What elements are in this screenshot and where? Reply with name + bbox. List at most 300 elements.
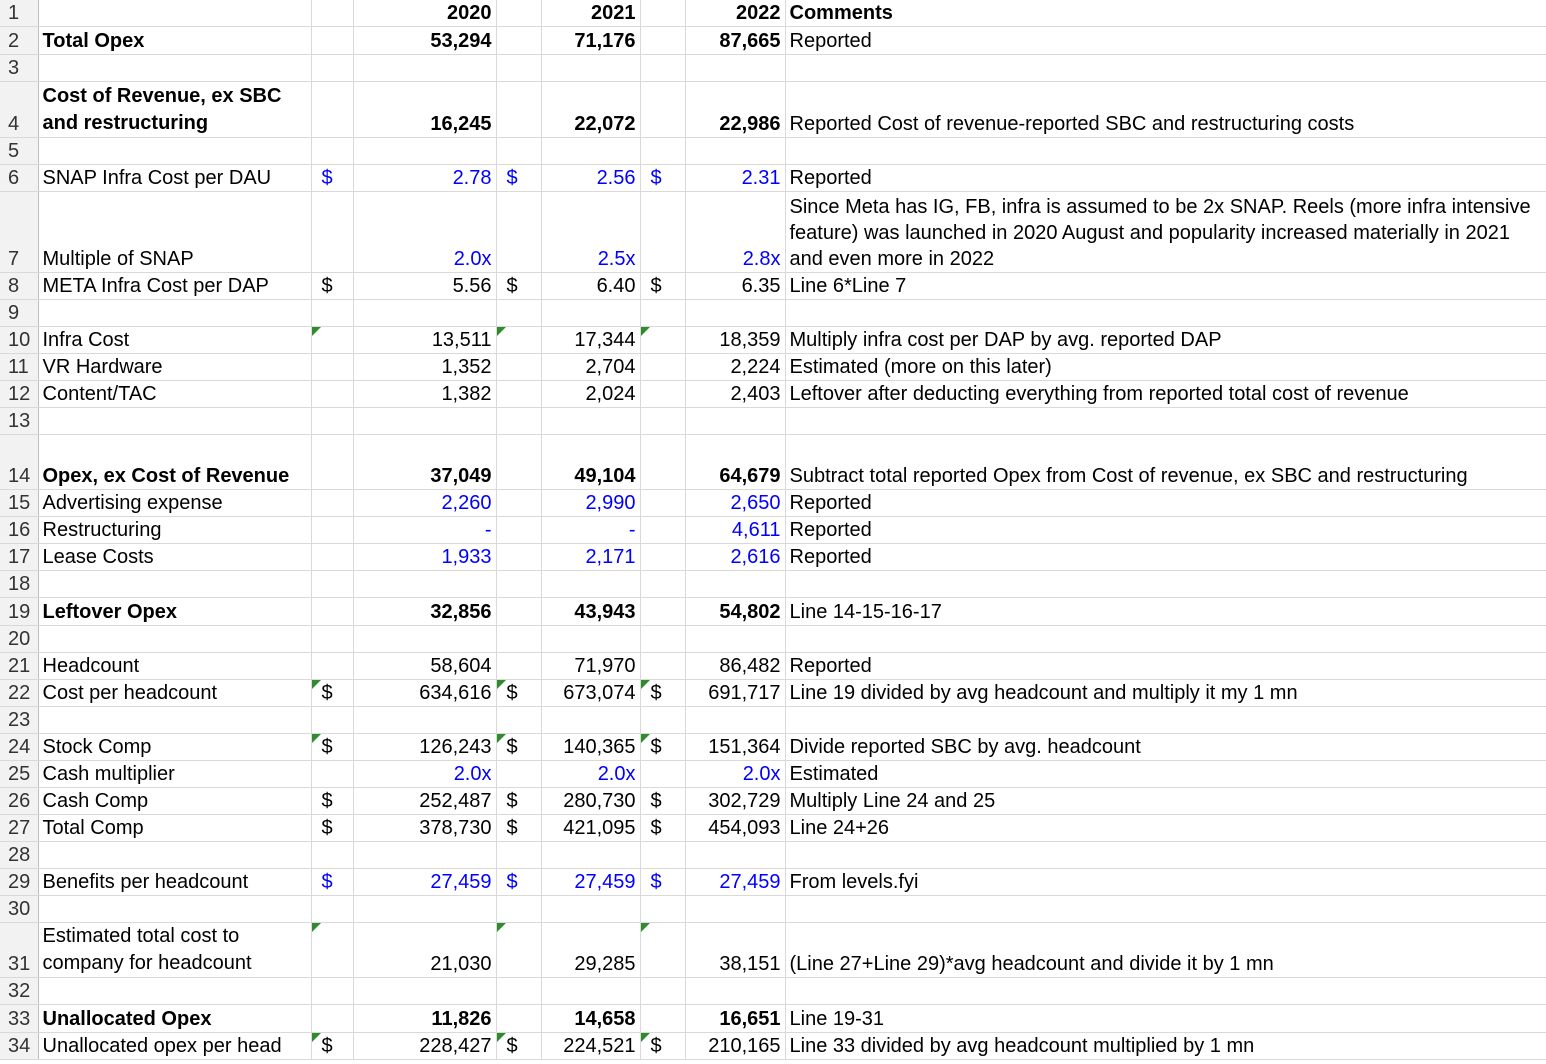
row-label-cell[interactable] — [38, 300, 311, 327]
currency-cell[interactable] — [496, 626, 541, 653]
value-cell-2022[interactable] — [685, 707, 785, 734]
value-cell-2022[interactable] — [685, 408, 785, 435]
value-cell-2022[interactable]: 2.31 — [685, 165, 785, 192]
row-label-cell[interactable] — [38, 626, 311, 653]
value-cell-2020[interactable]: 2020 — [353, 0, 496, 27]
row-number[interactable]: 30 — [0, 896, 38, 923]
comment-cell[interactable]: Reported — [785, 517, 1546, 544]
currency-cell[interactable] — [496, 0, 541, 27]
currency-cell[interactable] — [311, 626, 353, 653]
value-cell-2022[interactable]: 18,359 — [685, 327, 785, 354]
currency-cell[interactable]: $ — [496, 273, 541, 300]
value-cell-2021[interactable]: 71,176 — [541, 27, 640, 55]
row-label-cell[interactable]: Leftover Opex — [38, 598, 311, 626]
row-number[interactable]: 4 — [0, 82, 38, 138]
comment-cell[interactable] — [785, 55, 1546, 82]
comment-cell[interactable]: Since Meta has IG, FB, infra is assumed to be 2x SNAP. Reels (more infra intensive feature) was launched in 2020 August and popularity increased materially in 2021 and even more in 2022 — [785, 192, 1546, 273]
row-label-cell[interactable]: Headcount — [38, 653, 311, 680]
currency-cell[interactable] — [311, 598, 353, 626]
row-number[interactable]: 29 — [0, 869, 38, 896]
currency-cell[interactable] — [311, 27, 353, 55]
comment-cell[interactable] — [785, 978, 1546, 1005]
value-cell-2021[interactable]: 71,970 — [541, 653, 640, 680]
row-label-cell[interactable]: VR Hardware — [38, 354, 311, 381]
row-number[interactable]: 3 — [0, 55, 38, 82]
row-label-cell[interactable] — [38, 842, 311, 869]
comment-cell[interactable]: Estimated — [785, 761, 1546, 788]
currency-cell[interactable]: $ — [640, 869, 685, 896]
value-cell-2022[interactable]: 151,364 — [685, 734, 785, 761]
value-cell-2022[interactable]: 22,986 — [685, 82, 785, 138]
currency-cell[interactable] — [640, 707, 685, 734]
currency-cell[interactable] — [640, 27, 685, 55]
row-number[interactable]: 22 — [0, 680, 38, 707]
comment-cell[interactable]: Reported — [785, 544, 1546, 571]
currency-cell[interactable]: $ — [311, 734, 353, 761]
value-cell-2022[interactable]: 64,679 — [685, 435, 785, 490]
value-cell-2021[interactable]: 280,730 — [541, 788, 640, 815]
currency-cell[interactable] — [311, 761, 353, 788]
currency-cell[interactable] — [496, 354, 541, 381]
comment-cell[interactable] — [785, 842, 1546, 869]
currency-cell[interactable] — [640, 598, 685, 626]
currency-cell[interactable] — [311, 517, 353, 544]
value-cell-2021[interactable]: 2,990 — [541, 490, 640, 517]
value-cell-2020[interactable]: 228,427 — [353, 1033, 496, 1060]
row-number[interactable]: 15 — [0, 490, 38, 517]
value-cell-2022[interactable] — [685, 300, 785, 327]
value-cell-2021[interactable]: 2,024 — [541, 381, 640, 408]
value-cell-2021[interactable]: 22,072 — [541, 82, 640, 138]
value-cell-2020[interactable]: 37,049 — [353, 435, 496, 490]
value-cell-2022[interactable]: 454,093 — [685, 815, 785, 842]
value-cell-2020[interactable]: 27,459 — [353, 869, 496, 896]
currency-cell[interactable] — [311, 707, 353, 734]
value-cell-2022[interactable]: 38,151 — [685, 923, 785, 978]
value-cell-2020[interactable] — [353, 55, 496, 82]
currency-cell[interactable] — [640, 544, 685, 571]
currency-cell[interactable]: $ — [640, 734, 685, 761]
currency-cell[interactable]: $ — [640, 680, 685, 707]
value-cell-2020[interactable]: 2,260 — [353, 490, 496, 517]
comment-cell[interactable]: Line 33 divided by avg headcount multiplied by 1 mn — [785, 1033, 1546, 1060]
value-cell-2020[interactable]: 58,604 — [353, 653, 496, 680]
row-number[interactable]: 8 — [0, 273, 38, 300]
currency-cell[interactable] — [311, 408, 353, 435]
value-cell-2021[interactable]: 421,095 — [541, 815, 640, 842]
currency-cell[interactable] — [311, 842, 353, 869]
currency-cell[interactable] — [496, 544, 541, 571]
comment-cell[interactable]: Line 19-31 — [785, 1005, 1546, 1033]
currency-cell[interactable] — [496, 300, 541, 327]
currency-cell[interactable]: $ — [640, 815, 685, 842]
value-cell-2020[interactable]: 16,245 — [353, 82, 496, 138]
row-label-cell[interactable] — [38, 978, 311, 1005]
value-cell-2021[interactable]: 6.40 — [541, 273, 640, 300]
value-cell-2021[interactable]: 17,344 — [541, 327, 640, 354]
row-number[interactable]: 6 — [0, 165, 38, 192]
row-label-cell[interactable] — [38, 571, 311, 598]
value-cell-2022[interactable]: 2,650 — [685, 490, 785, 517]
row-label-cell[interactable]: Total Opex — [38, 27, 311, 55]
currency-cell[interactable] — [640, 761, 685, 788]
currency-cell[interactable] — [640, 978, 685, 1005]
value-cell-2021[interactable]: 2.56 — [541, 165, 640, 192]
value-cell-2020[interactable]: 5.56 — [353, 273, 496, 300]
row-label-cell[interactable] — [38, 408, 311, 435]
value-cell-2020[interactable] — [353, 896, 496, 923]
row-label-cell[interactable]: Unallocated Opex — [38, 1005, 311, 1033]
value-cell-2022[interactable]: 2,616 — [685, 544, 785, 571]
value-cell-2020[interactable] — [353, 571, 496, 598]
currency-cell[interactable]: $ — [496, 680, 541, 707]
row-number[interactable]: 16 — [0, 517, 38, 544]
value-cell-2022[interactable] — [685, 626, 785, 653]
row-label-cell[interactable]: Cash multiplier — [38, 761, 311, 788]
value-cell-2020[interactable] — [353, 978, 496, 1005]
currency-cell[interactable] — [640, 571, 685, 598]
currency-cell[interactable]: $ — [496, 788, 541, 815]
comment-cell[interactable] — [785, 571, 1546, 598]
value-cell-2020[interactable]: 2.78 — [353, 165, 496, 192]
comment-cell[interactable]: Leftover after deducting everything from reported total cost of revenue — [785, 381, 1546, 408]
currency-cell[interactable] — [640, 327, 685, 354]
comment-cell[interactable]: Estimated (more on this later) — [785, 354, 1546, 381]
comment-cell[interactable] — [785, 896, 1546, 923]
value-cell-2021[interactable] — [541, 626, 640, 653]
currency-cell[interactable]: $ — [496, 165, 541, 192]
row-number[interactable]: 31 — [0, 923, 38, 978]
value-cell-2021[interactable]: 224,521 — [541, 1033, 640, 1060]
value-cell-2020[interactable]: 53,294 — [353, 27, 496, 55]
value-cell-2022[interactable]: 2.0x — [685, 761, 785, 788]
row-label-cell[interactable]: Restructuring — [38, 517, 311, 544]
currency-cell[interactable] — [311, 653, 353, 680]
row-number[interactable]: 26 — [0, 788, 38, 815]
comment-cell[interactable] — [785, 707, 1546, 734]
value-cell-2020[interactable] — [353, 842, 496, 869]
row-label-cell[interactable]: Unallocated opex per head — [38, 1033, 311, 1060]
currency-cell[interactable] — [640, 653, 685, 680]
row-label-cell[interactable]: Estimated total cost to company for headcount — [38, 923, 311, 978]
comment-cell[interactable] — [785, 300, 1546, 327]
currency-cell[interactable]: $ — [311, 165, 353, 192]
value-cell-2020[interactable]: 378,730 — [353, 815, 496, 842]
value-cell-2021[interactable]: 2.5x — [541, 192, 640, 273]
currency-cell[interactable] — [496, 27, 541, 55]
value-cell-2022[interactable]: 27,459 — [685, 869, 785, 896]
value-cell-2022[interactable]: 2,224 — [685, 354, 785, 381]
currency-cell[interactable] — [496, 517, 541, 544]
currency-cell[interactable] — [496, 408, 541, 435]
value-cell-2021[interactable] — [541, 842, 640, 869]
value-cell-2021[interactable]: 2,704 — [541, 354, 640, 381]
row-number[interactable]: 7 — [0, 192, 38, 273]
row-number[interactable]: 5 — [0, 138, 38, 165]
row-number[interactable]: 17 — [0, 544, 38, 571]
comment-cell[interactable] — [785, 408, 1546, 435]
value-cell-2021[interactable]: 140,365 — [541, 734, 640, 761]
row-number[interactable]: 1 — [0, 0, 38, 27]
currency-cell[interactable] — [311, 82, 353, 138]
row-number[interactable]: 24 — [0, 734, 38, 761]
currency-cell[interactable]: $ — [496, 869, 541, 896]
currency-cell[interactable] — [311, 571, 353, 598]
row-number[interactable]: 19 — [0, 598, 38, 626]
row-label-cell[interactable]: META Infra Cost per DAP — [38, 273, 311, 300]
value-cell-2020[interactable]: 126,243 — [353, 734, 496, 761]
value-cell-2020[interactable] — [353, 300, 496, 327]
value-cell-2021[interactable]: 43,943 — [541, 598, 640, 626]
currency-cell[interactable] — [311, 978, 353, 1005]
value-cell-2022[interactable]: 54,802 — [685, 598, 785, 626]
currency-cell[interactable] — [640, 354, 685, 381]
row-label-cell[interactable] — [38, 0, 311, 27]
value-cell-2022[interactable] — [685, 138, 785, 165]
currency-cell[interactable] — [496, 761, 541, 788]
currency-cell[interactable] — [311, 138, 353, 165]
currency-cell[interactable] — [640, 842, 685, 869]
currency-cell[interactable] — [311, 896, 353, 923]
currency-cell[interactable] — [311, 1005, 353, 1033]
comment-cell[interactable]: (Line 27+Line 29)*avg headcount and divide it by 1 mn — [785, 923, 1546, 978]
currency-cell[interactable]: $ — [496, 734, 541, 761]
currency-cell[interactable] — [311, 381, 353, 408]
currency-cell[interactable]: $ — [311, 1033, 353, 1060]
currency-cell[interactable] — [496, 82, 541, 138]
row-label-cell[interactable]: Cost per headcount — [38, 680, 311, 707]
row-number[interactable]: 14 — [0, 435, 38, 490]
row-number[interactable]: 25 — [0, 761, 38, 788]
value-cell-2020[interactable]: 1,382 — [353, 381, 496, 408]
currency-cell[interactable] — [640, 192, 685, 273]
comment-cell[interactable] — [785, 138, 1546, 165]
currency-cell[interactable] — [311, 923, 353, 978]
comment-cell[interactable]: Line 24+26 — [785, 815, 1546, 842]
value-cell-2020[interactable]: 1,933 — [353, 544, 496, 571]
currency-cell[interactable] — [640, 138, 685, 165]
value-cell-2021[interactable] — [541, 896, 640, 923]
comment-cell[interactable] — [785, 626, 1546, 653]
value-cell-2021[interactable]: 14,658 — [541, 1005, 640, 1033]
row-number[interactable]: 33 — [0, 1005, 38, 1033]
comment-cell[interactable]: Multiply Line 24 and 25 — [785, 788, 1546, 815]
row-label-cell[interactable]: Cash Comp — [38, 788, 311, 815]
value-cell-2021[interactable] — [541, 408, 640, 435]
comment-cell[interactable]: From levels.fyi — [785, 869, 1546, 896]
value-cell-2022[interactable]: 2022 — [685, 0, 785, 27]
row-number[interactable]: 34 — [0, 1033, 38, 1060]
currency-cell[interactable] — [496, 923, 541, 978]
value-cell-2020[interactable]: 252,487 — [353, 788, 496, 815]
currency-cell[interactable] — [496, 1005, 541, 1033]
row-label-cell[interactable]: Stock Comp — [38, 734, 311, 761]
currency-cell[interactable] — [640, 517, 685, 544]
row-label-cell[interactable]: Content/TAC — [38, 381, 311, 408]
row-label-cell[interactable] — [38, 707, 311, 734]
currency-cell[interactable] — [496, 571, 541, 598]
currency-cell[interactable] — [640, 82, 685, 138]
value-cell-2022[interactable]: 4,611 — [685, 517, 785, 544]
row-label-cell[interactable]: SNAP Infra Cost per DAU — [38, 165, 311, 192]
comment-cell[interactable]: Line 14-15-16-17 — [785, 598, 1546, 626]
value-cell-2022[interactable] — [685, 571, 785, 598]
currency-cell[interactable] — [640, 896, 685, 923]
row-number[interactable]: 18 — [0, 571, 38, 598]
currency-cell[interactable] — [496, 978, 541, 1005]
currency-cell[interactable]: $ — [311, 869, 353, 896]
currency-cell[interactable]: $ — [496, 1033, 541, 1060]
row-label-cell[interactable] — [38, 896, 311, 923]
value-cell-2020[interactable]: 2.0x — [353, 192, 496, 273]
value-cell-2021[interactable]: 27,459 — [541, 869, 640, 896]
currency-cell[interactable] — [640, 381, 685, 408]
value-cell-2020[interactable]: 13,511 — [353, 327, 496, 354]
comment-cell[interactable]: Multiply infra cost per DAP by avg. reported DAP — [785, 327, 1546, 354]
currency-cell[interactable] — [496, 707, 541, 734]
value-cell-2020[interactable]: - — [353, 517, 496, 544]
currency-cell[interactable] — [311, 0, 353, 27]
row-number[interactable]: 12 — [0, 381, 38, 408]
currency-cell[interactable] — [496, 138, 541, 165]
comment-cell[interactable]: Divide reported SBC by avg. headcount — [785, 734, 1546, 761]
currency-cell[interactable] — [311, 55, 353, 82]
value-cell-2021[interactable] — [541, 978, 640, 1005]
row-label-cell[interactable]: Benefits per headcount — [38, 869, 311, 896]
row-label-cell[interactable] — [38, 55, 311, 82]
value-cell-2021[interactable]: 29,285 — [541, 923, 640, 978]
currency-cell[interactable] — [496, 598, 541, 626]
currency-cell[interactable] — [496, 653, 541, 680]
value-cell-2022[interactable]: 2,403 — [685, 381, 785, 408]
row-number[interactable]: 9 — [0, 300, 38, 327]
row-number[interactable]: 2 — [0, 27, 38, 55]
row-number[interactable]: 13 — [0, 408, 38, 435]
row-label-cell[interactable] — [38, 138, 311, 165]
row-label-cell[interactable]: Lease Costs — [38, 544, 311, 571]
value-cell-2022[interactable] — [685, 842, 785, 869]
value-cell-2022[interactable]: 87,665 — [685, 27, 785, 55]
currency-cell[interactable]: $ — [311, 273, 353, 300]
row-number[interactable]: 10 — [0, 327, 38, 354]
currency-cell[interactable] — [311, 300, 353, 327]
currency-cell[interactable]: $ — [496, 815, 541, 842]
comment-cell[interactable]: Reported — [785, 653, 1546, 680]
currency-cell[interactable] — [640, 55, 685, 82]
value-cell-2022[interactable] — [685, 978, 785, 1005]
value-cell-2022[interactable]: 210,165 — [685, 1033, 785, 1060]
currency-cell[interactable] — [496, 192, 541, 273]
currency-cell[interactable] — [496, 842, 541, 869]
currency-cell[interactable] — [311, 327, 353, 354]
currency-cell[interactable] — [311, 490, 353, 517]
value-cell-2021[interactable] — [541, 55, 640, 82]
value-cell-2020[interactable] — [353, 707, 496, 734]
currency-cell[interactable]: $ — [640, 165, 685, 192]
row-label-cell[interactable]: Advertising expense — [38, 490, 311, 517]
value-cell-2022[interactable] — [685, 55, 785, 82]
currency-cell[interactable]: $ — [640, 1033, 685, 1060]
value-cell-2021[interactable]: 2.0x — [541, 761, 640, 788]
comment-cell[interactable]: Comments — [785, 0, 1546, 27]
value-cell-2020[interactable]: 32,856 — [353, 598, 496, 626]
currency-cell[interactable]: $ — [311, 680, 353, 707]
value-cell-2020[interactable]: 2.0x — [353, 761, 496, 788]
value-cell-2021[interactable] — [541, 571, 640, 598]
row-number[interactable]: 20 — [0, 626, 38, 653]
row-label-cell[interactable]: Opex, ex Cost of Revenue — [38, 435, 311, 490]
currency-cell[interactable] — [640, 300, 685, 327]
currency-cell[interactable] — [640, 0, 685, 27]
row-label-cell[interactable]: Multiple of SNAP — [38, 192, 311, 273]
value-cell-2022[interactable]: 302,729 — [685, 788, 785, 815]
row-number[interactable]: 11 — [0, 354, 38, 381]
currency-cell[interactable]: $ — [640, 273, 685, 300]
comment-cell[interactable]: Reported Cost of revenue-reported SBC and restructuring costs — [785, 82, 1546, 138]
value-cell-2022[interactable]: 86,482 — [685, 653, 785, 680]
row-number[interactable]: 28 — [0, 842, 38, 869]
currency-cell[interactable] — [311, 435, 353, 490]
row-label-cell[interactable]: Cost of Revenue, ex SBC and restructuring — [38, 82, 311, 138]
currency-cell[interactable] — [640, 626, 685, 653]
currency-cell[interactable] — [496, 435, 541, 490]
value-cell-2020[interactable]: 21,030 — [353, 923, 496, 978]
value-cell-2021[interactable]: - — [541, 517, 640, 544]
currency-cell[interactable] — [496, 381, 541, 408]
currency-cell[interactable] — [496, 327, 541, 354]
row-label-cell[interactable]: Infra Cost — [38, 327, 311, 354]
value-cell-2022[interactable]: 16,651 — [685, 1005, 785, 1033]
value-cell-2020[interactable] — [353, 408, 496, 435]
comment-cell[interactable]: Reported — [785, 27, 1546, 55]
currency-cell[interactable] — [640, 1005, 685, 1033]
value-cell-2021[interactable]: 2,171 — [541, 544, 640, 571]
row-number[interactable]: 27 — [0, 815, 38, 842]
comment-cell[interactable]: Line 19 divided by avg headcount and multiply it my 1 mn — [785, 680, 1546, 707]
currency-cell[interactable] — [496, 55, 541, 82]
value-cell-2020[interactable]: 11,826 — [353, 1005, 496, 1033]
row-label-cell[interactable]: Total Comp — [38, 815, 311, 842]
value-cell-2022[interactable]: 2.8x — [685, 192, 785, 273]
value-cell-2020[interactable] — [353, 626, 496, 653]
currency-cell[interactable] — [311, 354, 353, 381]
value-cell-2022[interactable]: 691,717 — [685, 680, 785, 707]
currency-cell[interactable] — [640, 435, 685, 490]
comment-cell[interactable]: Reported — [785, 165, 1546, 192]
value-cell-2021[interactable] — [541, 707, 640, 734]
value-cell-2021[interactable] — [541, 300, 640, 327]
value-cell-2021[interactable]: 673,074 — [541, 680, 640, 707]
currency-cell[interactable] — [640, 490, 685, 517]
row-number[interactable]: 23 — [0, 707, 38, 734]
currency-cell[interactable]: $ — [311, 788, 353, 815]
row-number[interactable]: 21 — [0, 653, 38, 680]
row-number[interactable]: 32 — [0, 978, 38, 1005]
currency-cell[interactable] — [311, 544, 353, 571]
value-cell-2021[interactable]: 49,104 — [541, 435, 640, 490]
value-cell-2021[interactable]: 2021 — [541, 0, 640, 27]
currency-cell[interactable] — [640, 923, 685, 978]
currency-cell[interactable] — [496, 490, 541, 517]
currency-cell[interactable] — [496, 896, 541, 923]
comment-cell[interactable]: Line 6*Line 7 — [785, 273, 1546, 300]
currency-cell[interactable] — [311, 192, 353, 273]
currency-cell[interactable] — [640, 408, 685, 435]
comment-cell[interactable]: Subtract total reported Opex from Cost of revenue, ex SBC and restructuring — [785, 435, 1546, 490]
value-cell-2020[interactable]: 1,352 — [353, 354, 496, 381]
comment-cell[interactable]: Reported — [785, 490, 1546, 517]
value-cell-2021[interactable] — [541, 138, 640, 165]
